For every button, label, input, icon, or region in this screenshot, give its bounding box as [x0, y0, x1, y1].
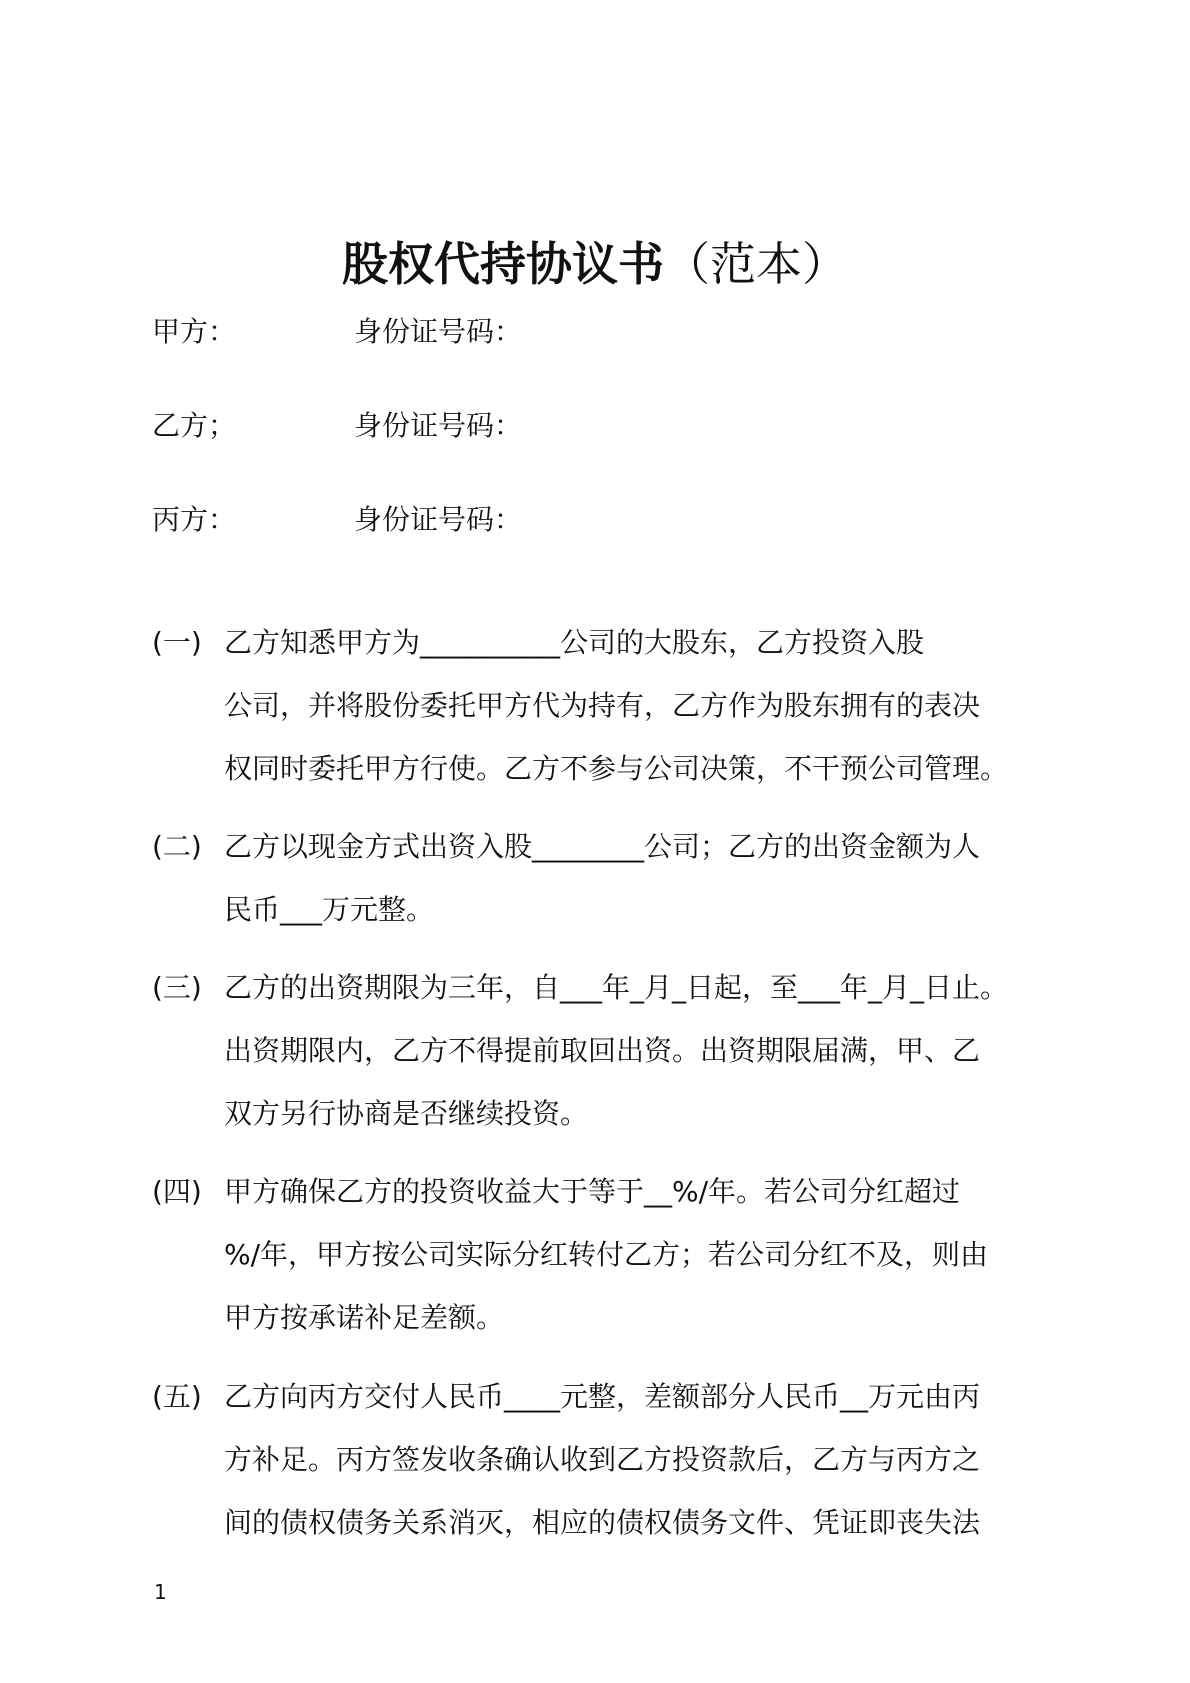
clause-4-line-1: 甲方确保乙方的投资收益大于等于__%/年。若公司分红超过: [224, 1175, 961, 1208]
party-b-row: [152, 406, 1052, 446]
document-title-main: 股权代持协议书: [342, 237, 664, 291]
clause-1-number: (一): [152, 626, 202, 659]
party-a-id-label: 身份证号码：: [354, 315, 523, 348]
party-b-label: 乙方；: [152, 409, 237, 442]
clause-5-line-2: 方补足。丙方签发收条确认收到乙方投资款后，乙方与丙方之: [224, 1443, 981, 1476]
party-b-id-label: 身份证号码：: [354, 409, 523, 442]
clause-2-number: (二): [152, 830, 202, 863]
page-number: 1: [154, 1580, 167, 1604]
party-c-label: 丙方：: [152, 503, 237, 536]
clause-5-line-3: 间的债权债务关系消灭，相应的债权债务文件、凭证即丧失法: [224, 1506, 981, 1539]
clause-3-line-3: 双方另行协商是否继续投资。: [224, 1097, 589, 1130]
clause-5-line-1: 乙方向丙方交付人民币____元整，差额部分人民币__万元由丙: [224, 1380, 981, 1413]
document-title-sub: （范本）: [664, 237, 848, 291]
party-c-row: [152, 500, 1052, 540]
clause-2-line-1: 乙方以现金方式出资入股________公司；乙方的出资金额为人: [224, 830, 981, 863]
clause-2-line-2: 民币___万元整。: [224, 893, 435, 926]
clause-1-line-1: 乙方知悉甲方为__________公司的大股东，乙方投资入股: [224, 626, 925, 659]
party-a-label: 甲方：: [152, 315, 237, 348]
clause-3-line-2: 出资期限内，乙方不得提前取回出资。出资期限届满，甲、乙: [224, 1034, 981, 1067]
clause-4-number: (四): [152, 1175, 202, 1208]
clause-5-number: (五): [152, 1380, 202, 1413]
clause-4-line-3: 甲方按承诺补足差额。: [224, 1301, 505, 1334]
clause-4-line-2: %/年，甲方按公司实际分红转付乙方；若公司分红不及，则由: [224, 1238, 989, 1271]
clause-1-line-2: 公司，并将股份委托甲方代为持有，乙方作为股东拥有的表决: [224, 689, 981, 722]
party-c-id-label: 身份证号码：: [354, 503, 523, 536]
clause-1-line-3: 权同时委托甲方行使。乙方不参与公司决策，不干预公司管理。: [224, 752, 1009, 785]
clause-3-number: (三): [152, 971, 202, 1004]
party-a-row: [152, 312, 1052, 352]
clause-3-line-1: 乙方的出资期限为三年，自___年_月_日起，至___年_月_日止。: [224, 971, 1009, 1004]
document-title: [0, 232, 1190, 296]
